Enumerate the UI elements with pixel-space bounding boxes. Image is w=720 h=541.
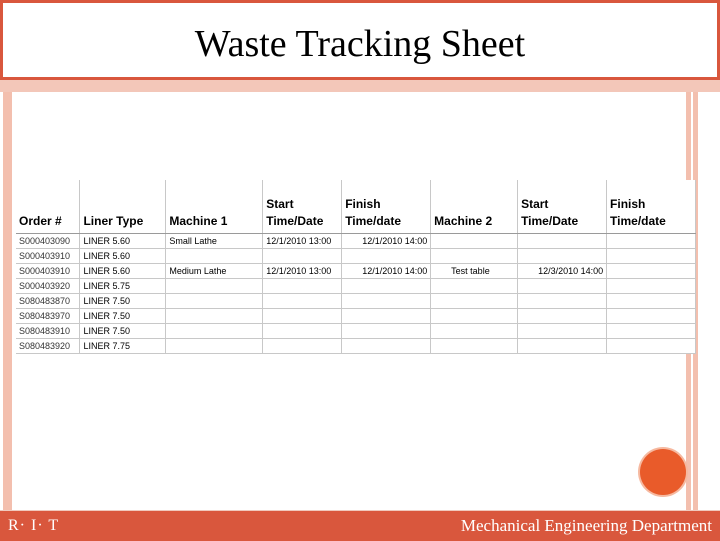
table-cell: S000403090 bbox=[16, 234, 80, 249]
table-cell: S080483870 bbox=[16, 294, 80, 309]
table-cell bbox=[342, 339, 431, 354]
table-row bbox=[16, 279, 696, 294]
table-cell bbox=[518, 324, 607, 339]
table-cell bbox=[607, 234, 696, 249]
column-header bbox=[16, 180, 80, 234]
table-cell bbox=[263, 294, 342, 309]
table-cell bbox=[518, 279, 607, 294]
column-header-line: Time/date bbox=[345, 214, 401, 228]
table-cell bbox=[263, 279, 342, 294]
table-cell: LINER 7.50 bbox=[80, 324, 166, 339]
table-cell bbox=[342, 279, 431, 294]
table-cell: 12/1/2010 13:00 bbox=[263, 264, 342, 279]
column-header-line: Time/Date bbox=[521, 214, 579, 228]
table-cell bbox=[166, 324, 263, 339]
column-header-line: Finish bbox=[345, 197, 381, 211]
slide-title: Waste Tracking Sheet bbox=[194, 23, 526, 65]
table-row bbox=[16, 324, 696, 339]
column-header-line: Liner Type bbox=[83, 214, 144, 228]
table-cell bbox=[342, 309, 431, 324]
table-cell: S080483920 bbox=[16, 339, 80, 354]
spreadsheet-image bbox=[16, 180, 696, 354]
table-cell bbox=[518, 339, 607, 354]
table-cell bbox=[263, 309, 342, 324]
table-cell bbox=[607, 324, 696, 339]
frame-left-bar bbox=[3, 92, 12, 510]
table-row bbox=[16, 264, 696, 279]
table-cell: LINER 5.75 bbox=[80, 279, 166, 294]
column-header-line: Time/Date bbox=[266, 214, 324, 228]
column-header bbox=[166, 180, 263, 234]
table-cell: Medium Lathe bbox=[166, 264, 263, 279]
column-header bbox=[431, 180, 518, 234]
table-cell bbox=[431, 309, 518, 324]
table-cell bbox=[166, 249, 263, 264]
table-cell: Small Lathe bbox=[166, 234, 263, 249]
table-cell bbox=[431, 324, 518, 339]
table-cell bbox=[166, 294, 263, 309]
table-cell: 12/3/2010 14:00 bbox=[518, 264, 607, 279]
rit-logo: R· I· T bbox=[8, 517, 60, 534]
column-header bbox=[607, 180, 696, 234]
table-cell: S000403910 bbox=[16, 264, 80, 279]
table-cell: S080483970 bbox=[16, 309, 80, 324]
table-cell bbox=[263, 339, 342, 354]
table-cell: 12/1/2010 14:00 bbox=[342, 234, 431, 249]
table-cell: LINER 7.50 bbox=[80, 294, 166, 309]
table-row bbox=[16, 234, 696, 249]
table-cell bbox=[431, 234, 518, 249]
table-cell bbox=[607, 309, 696, 324]
column-header-line: Time/date bbox=[610, 214, 666, 228]
column-header-line: Machine 2 bbox=[434, 214, 493, 228]
table-row bbox=[16, 339, 696, 354]
table-cell: LINER 7.50 bbox=[80, 309, 166, 324]
column-header bbox=[518, 180, 607, 234]
column-header-line: Order # bbox=[19, 214, 62, 228]
column-header-line: Start bbox=[266, 197, 294, 211]
table-cell: S000403910 bbox=[16, 249, 80, 264]
table-cell: Test table bbox=[431, 264, 518, 279]
column-header-line: Finish bbox=[610, 197, 646, 211]
table-cell bbox=[342, 249, 431, 264]
table-cell bbox=[263, 249, 342, 264]
table-cell bbox=[607, 249, 696, 264]
table-cell: LINER 7.75 bbox=[80, 339, 166, 354]
table-row bbox=[16, 309, 696, 324]
table-cell bbox=[607, 264, 696, 279]
column-header-line: Start bbox=[521, 197, 549, 211]
table-cell bbox=[607, 294, 696, 309]
table-cell: S000403920 bbox=[16, 279, 80, 294]
table-cell bbox=[518, 309, 607, 324]
table-cell bbox=[518, 234, 607, 249]
waste-tracking-table bbox=[16, 180, 696, 354]
table-cell bbox=[166, 309, 263, 324]
table-cell bbox=[607, 339, 696, 354]
table-cell: LINER 5.60 bbox=[80, 249, 166, 264]
table-cell bbox=[166, 339, 263, 354]
table-cell bbox=[607, 279, 696, 294]
table-cell bbox=[431, 294, 518, 309]
table-cell: 12/1/2010 13:00 bbox=[263, 234, 342, 249]
table-cell: 12/1/2010 14:00 bbox=[342, 264, 431, 279]
table-cell bbox=[166, 279, 263, 294]
table-cell: S080483910 bbox=[16, 324, 80, 339]
table-cell: LINER 5.60 bbox=[80, 234, 166, 249]
column-header bbox=[342, 180, 431, 234]
table-cell bbox=[431, 249, 518, 264]
column-header bbox=[263, 180, 342, 234]
table-cell bbox=[431, 339, 518, 354]
title-band bbox=[0, 0, 720, 80]
column-header bbox=[80, 180, 166, 234]
table-cell bbox=[342, 294, 431, 309]
column-header-line: Machine 1 bbox=[169, 214, 228, 228]
table-cell bbox=[518, 294, 607, 309]
footer-bar bbox=[0, 510, 720, 541]
table-cell bbox=[263, 324, 342, 339]
header-row bbox=[16, 180, 696, 234]
table-cell bbox=[342, 324, 431, 339]
table-cell bbox=[518, 249, 607, 264]
footer-department: Mechanical Engineering Department bbox=[460, 516, 712, 535]
table-cell bbox=[431, 279, 518, 294]
frame-top-band bbox=[0, 80, 720, 92]
table-cell: LINER 5.60 bbox=[80, 264, 166, 279]
table-row bbox=[16, 294, 696, 309]
decorative-circle bbox=[640, 449, 686, 495]
table-row bbox=[16, 249, 696, 264]
table-body bbox=[16, 234, 696, 354]
